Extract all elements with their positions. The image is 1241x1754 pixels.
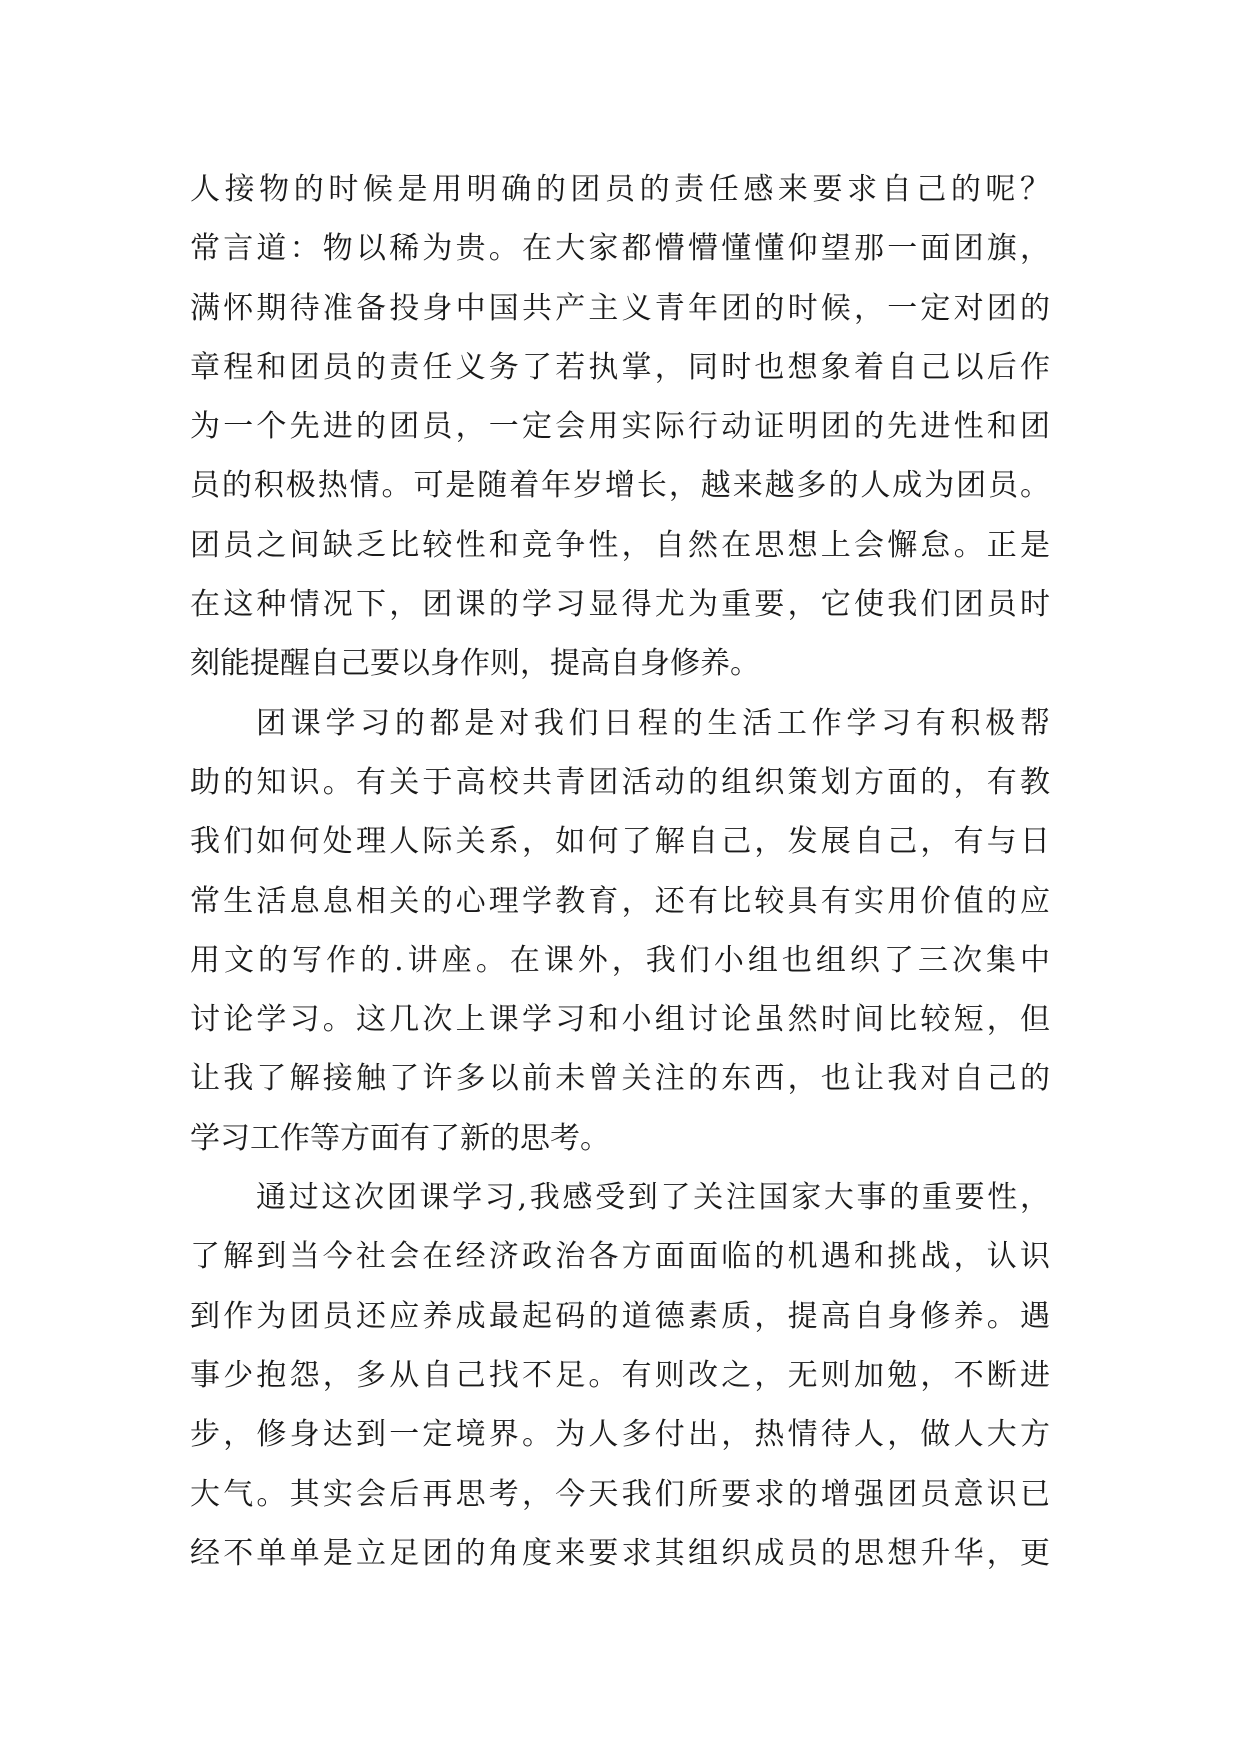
text-line: 用文的写作的.讲座。在课外，我们小组也组织了三次集中 [190,942,1050,978]
text-line: 为一个先进的团员，一定会用实际行动证明团的先进性和团 [190,409,1050,445]
text-line: 我们如何处理人际关系，如何了解自己，发展自己，有与日 [190,824,1050,860]
text-line: 步，修身达到一定境界。为人多付出，热情待人，做人大方 [190,1417,1050,1453]
text-line: 经不单单是立足团的角度来要求其组织成员的思想升华，更 [190,1535,1050,1571]
text-line: 讨论学习。这几次上课学习和小组讨论虽然时间比较短，但 [190,1002,1050,1038]
text-line: 助的知识。有关于高校共青团活动的组织策划方面的，有教 [190,764,1050,800]
text-line: 满怀期待准备投身中国共产主义青年团的时候，一定对团的 [190,290,1050,326]
text-line: 到作为团员还应养成最起码的道德素质，提高自身修养。遇 [190,1298,1050,1334]
text-line: 常生活息息相关的心理学教育，还有比较具有实用价值的应 [190,883,1050,919]
text-line: 事少抱怨，多从自己找不足。有则改之，无则加勉，不断进 [190,1357,1050,1393]
text-line: 在这种情况下，团课的学习显得尤为重要，它使我们团员时 [190,587,1050,623]
text-line: 人接物的时候是用明确的团员的责任感来要求自己的呢？ [190,172,1050,207]
text-line: 员的积极热情。可是随着年岁增长，越来越多的人成为团员。 [190,468,1050,504]
text-line: 章程和团员的责任义务了若执掌，同时也想象着自己以后作 [190,349,1050,385]
body-text [190,160,1050,1583]
text-line: 大气。其实会后再思考，今天我们所要求的增强团员意识已 [190,1476,1050,1512]
text-line: 学习工作等方面有了新的思考。 [190,1120,610,1156]
text-line: 刻能提醒自己要以身作则，提高自身修养。 [190,646,760,682]
paragraph-first-line: 通过这次团课学习,我感受到了关注国家大事的重要性， [256,1180,1050,1216]
text-line: 团员之间缺乏比较性和竞争性，自然在思想上会懈怠。正是 [190,527,1050,563]
text-line: 常言道：物以稀为贵。在大家都懵懵懂懂仰望那一面团旗， [190,231,1050,267]
text-line: 让我了解接触了许多以前未曾关注的东西，也让我对自己的 [190,1061,1050,1097]
text-line: 了解到当今社会在经济政治各方面面临的机遇和挑战，认识 [190,1239,1050,1275]
paragraph-first-line: 团课学习的都是对我们日程的生活工作学习有积极帮 [256,705,1050,741]
